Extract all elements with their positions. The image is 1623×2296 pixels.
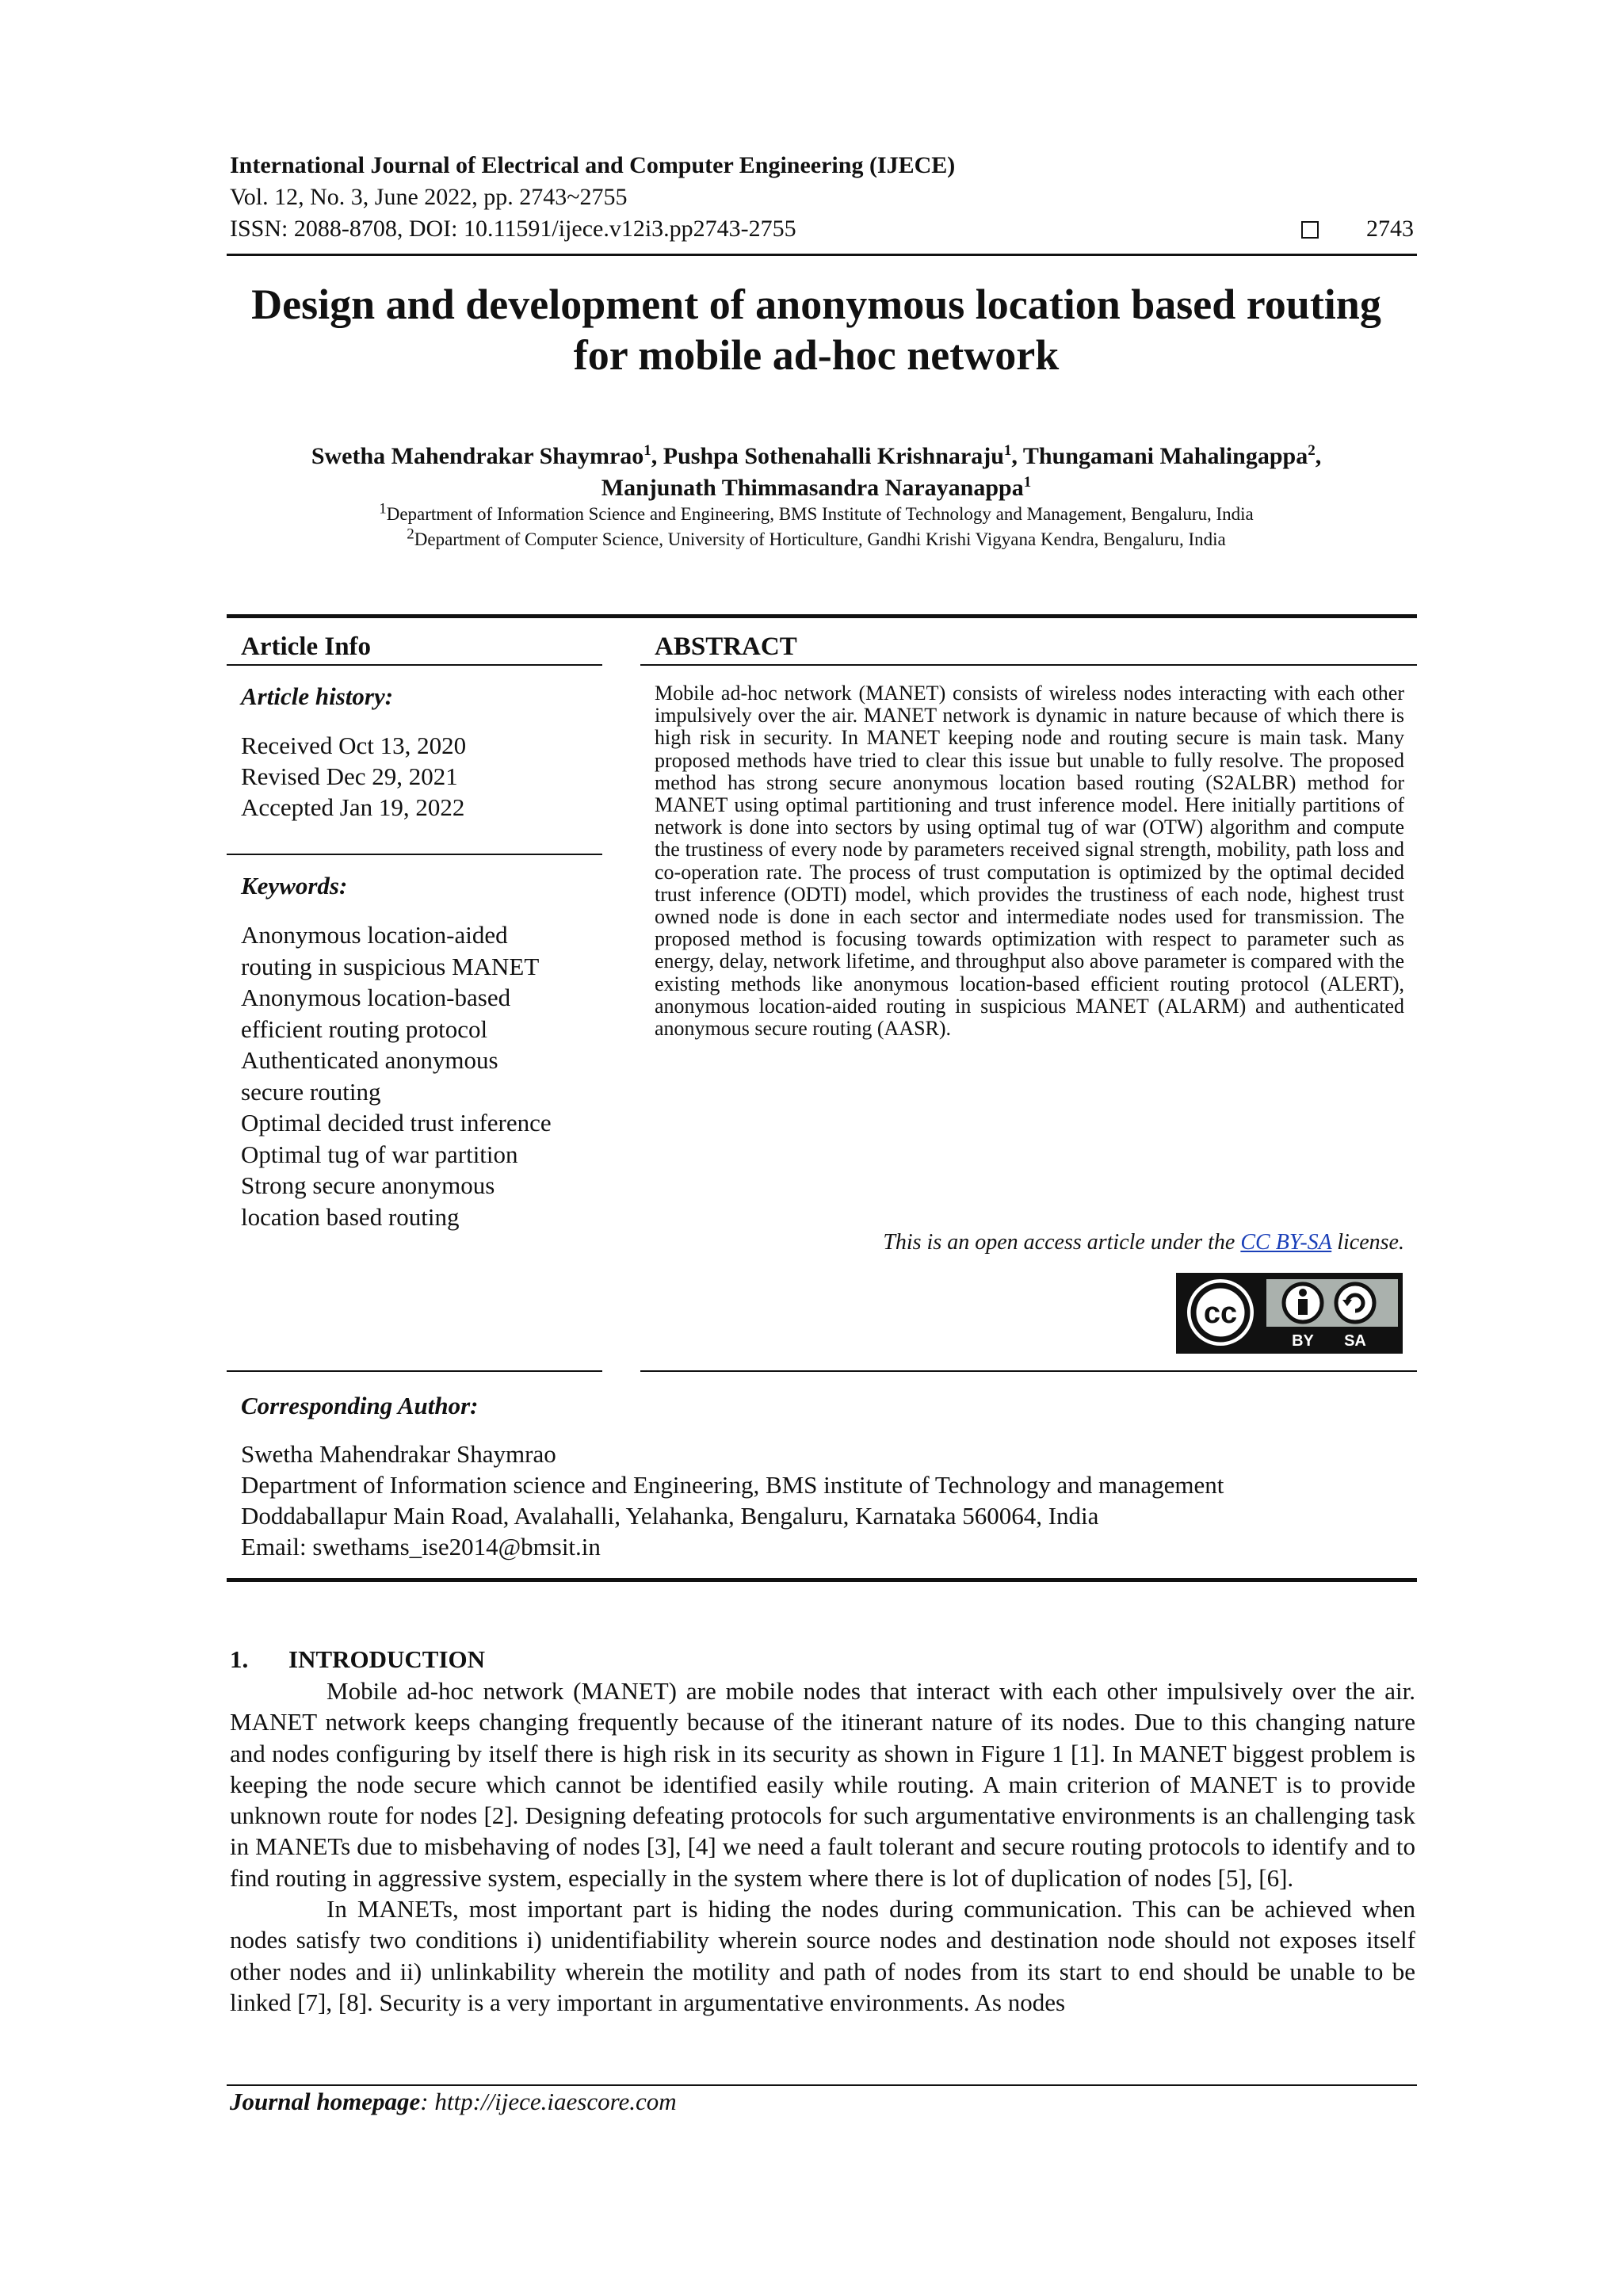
author-name: Manjunath Thimmasandra Narayanappa [601,475,1024,501]
section-number: 1. [230,1645,249,1673]
cc-badge-graphic [1178,1274,1401,1352]
corresponding-name: Swetha Mahendrakar Shaymrao [241,1440,556,1468]
header-rule [227,254,1417,256]
title-line-2: for mobile ad-hoc network [573,331,1060,379]
keyword-line: Optimal tug of war partition [241,1140,518,1168]
keyword-line: Strong secure anonymous [241,1171,495,1199]
title-line-1: Design and development of anonymous location based routing [251,281,1381,328]
accepted-date: Accepted Jan 19, 2022 [241,793,465,821]
author-separator: , [651,443,663,469]
corresponding-author-heading: Corresponding Author: [241,1392,479,1419]
article-info-bottom-rule [227,1370,602,1372]
keyword-line: Anonymous location-based [241,984,511,1011]
license-link[interactable]: CC BY-SA [1240,1230,1332,1255]
section-title: INTRODUCTION [288,1645,486,1673]
journal-homepage [230,2088,677,2116]
author-affiliation-mark: 2 [1308,442,1316,459]
author-affiliation-mark: 1 [1003,442,1012,459]
open-access-note [883,1230,1404,1255]
corresponding-email[interactable]: Email: swethams_ise2014@bmsit.in [241,1533,601,1561]
author-name: Thungamani Mahalingappa [1022,443,1308,469]
homepage-label: Journal homepage [230,2088,421,2115]
revised-date: Revised Dec 29, 2021 [241,762,458,790]
keyword-line: efficient routing protocol [241,1014,488,1043]
issn-doi: ISSN: 2088-8708, DOI: 10.11591/ijece.v12i3.pp2743-2755 [230,216,796,242]
author-name: Pushpa Sothenahalli Krishnaraju [663,443,1004,469]
sa-mark: SA [1344,1332,1366,1350]
article-info-rule [227,664,602,666]
keywords-heading: Keywords: [241,872,348,900]
affiliation-mark: 2 [407,525,414,543]
abstract-bottom-rule [640,1370,1417,1372]
by-mark: BY [1292,1332,1314,1350]
abstract-text: Mobile ad-hoc network (MANET) consists of wireless nodes interacting with each other impulsively over the air. MANET network is dynamic in nature because of which there is high risk in security. In MANET keeping node and routing secure is main task. Many proposed methods have tried to clear this issue but unable to fully resolve. The proposed method has strong secure anonymous location based routing (S2ALBR) method for MANET using optimal partitioning and trust inference model. Here initially partitions of network is done into sectors by using optimal tug of war (OTW) algorithm and compute the trustiness of every node by parameters received signal strength, mobility, path loss and co-operation rate. The process of trust computation is optimized by the optimal decided trust inference (ODTI) model, which provides the trustiness of each node, highest trust owned node is done in each sector and intermediate nodes used for transmission. The proposed method is focusing towards optimization with respect to parameter such as energy, delay, network lifetime, and throughput also above parameter is compared with the existing methods like anonymous location-based efficient routing protocol (ALERT), anonymous location-aided routing in suspicious MANET (ALARM) and authenticated anonymous secure routing (AASR). [655,682,1404,1041]
author-list: Swetha Mahendrakar Shaymrao$^1$, Pushpa Sothenahalli Krishnaraju$^1$, Thungamani Mahalingappa$^2$, Manjunath Thimmasandra Narayanappa$^1$ [311,442,1322,501]
keyword-line: Optimal decided trust inference [241,1109,552,1137]
author-separator: , [1011,443,1023,469]
author-affiliation-mark: 1 [1023,474,1032,491]
article-history-heading: Article history: [241,682,394,710]
paper-title [158,279,1474,380]
history-divider [227,854,602,855]
affiliation-text: Department of Information Science and Engineering, BMS Institute of Technology and Management, Bengaluru, India [386,504,1254,524]
volume-info: Vol. 12, No. 3, June 2022, pp. 2743~2755 [230,184,628,210]
paragraph: Mobile ad-hoc network (MANET) are mobile nodes that interact with each other impulsively over the air. MANET network keeps changing frequently because of the itinerant nature of its nodes. Due to this changing nature and nodes configuring by itself there is high risk in its security as shown in Figure 1 [1]. In MANET biggest problem is keeping the node secure which cannot be identified easily while routing. A main criterion of MANET is to provide unknown route for nodes [2]. Designing defeating protocols for such argumentative environments is an challenging task in MANETs due to misbehaving of nodes [3], [4] we need a fault tolerant and secure routing protocols to identify and to find routing in aggressive system, especially in the system where there is lot of duplication of nodes [5], [6]. [230,1677,1415,1892]
cc-mark: cc [1203,1297,1238,1330]
keywords-list [241,919,552,1232]
section-heading-introduction [230,1645,485,1674]
abstract-heading: ABSTRACT [655,632,797,661]
affiliation-text: Department of Computer Science, University of Horticulture, Gandhi Krishi Vigyana Kendra, Bengaluru, India [414,529,1226,549]
open-access-suffix: license. [1331,1230,1404,1255]
journal-name: International Journal of Electrical and Computer Engineering (IJECE) [230,152,956,178]
article-info-heading: Article Info [241,632,372,661]
keyword-line: secure routing [241,1077,381,1106]
keyword-line: location based routing [241,1202,460,1231]
author-name: Swetha Mahendrakar Shaymrao [311,443,644,469]
abstract-rule [640,664,1417,666]
author-affiliation-mark: 1 [643,442,651,459]
open-access-prefix: This is an open access article under the [883,1230,1241,1255]
affiliation [158,527,1474,552]
body-paragraphs [230,1675,1415,2018]
affiliation [158,502,1474,527]
section-bottom-rule [227,1578,1417,1582]
footer-rule [227,2084,1417,2086]
corresponding-department: Department of Information science and Engineering, BMS institute of Technology and management [241,1471,1224,1499]
received-date: Received Oct 13, 2020 [241,732,467,759]
homepage-url[interactable]: : http://ijece.iaescore.com [420,2088,677,2115]
square-box-icon [1301,221,1319,239]
cc-by-sa-license-icon[interactable] [1176,1273,1403,1354]
page-number: 2743 [1366,216,1414,242]
section-top-rule [227,614,1417,618]
affiliation-mark: 1 [379,500,387,518]
keyword-line: Authenticated anonymous [241,1046,498,1074]
corresponding-address: Doddaballapur Main Road, Avalahalli, Yelahanka, Bengaluru, Karnataka 560064, India [241,1502,1099,1530]
paragraph: In MANETs, most important part is hiding the nodes during communication. This can be achieved when nodes satisfy two conditions i) unidentifiability wherein source nodes and destination node should not exposes itself other nodes and ii) unlinkability wherein the motility and path of nodes from its start to end should be unable to be linked [7], [8]. Security is a very important in argumentative environments. As nodes [230,1895,1415,2016]
keyword-line: Anonymous location-aided [241,921,508,949]
keyword-line: routing in suspicious MANET [241,952,540,980]
